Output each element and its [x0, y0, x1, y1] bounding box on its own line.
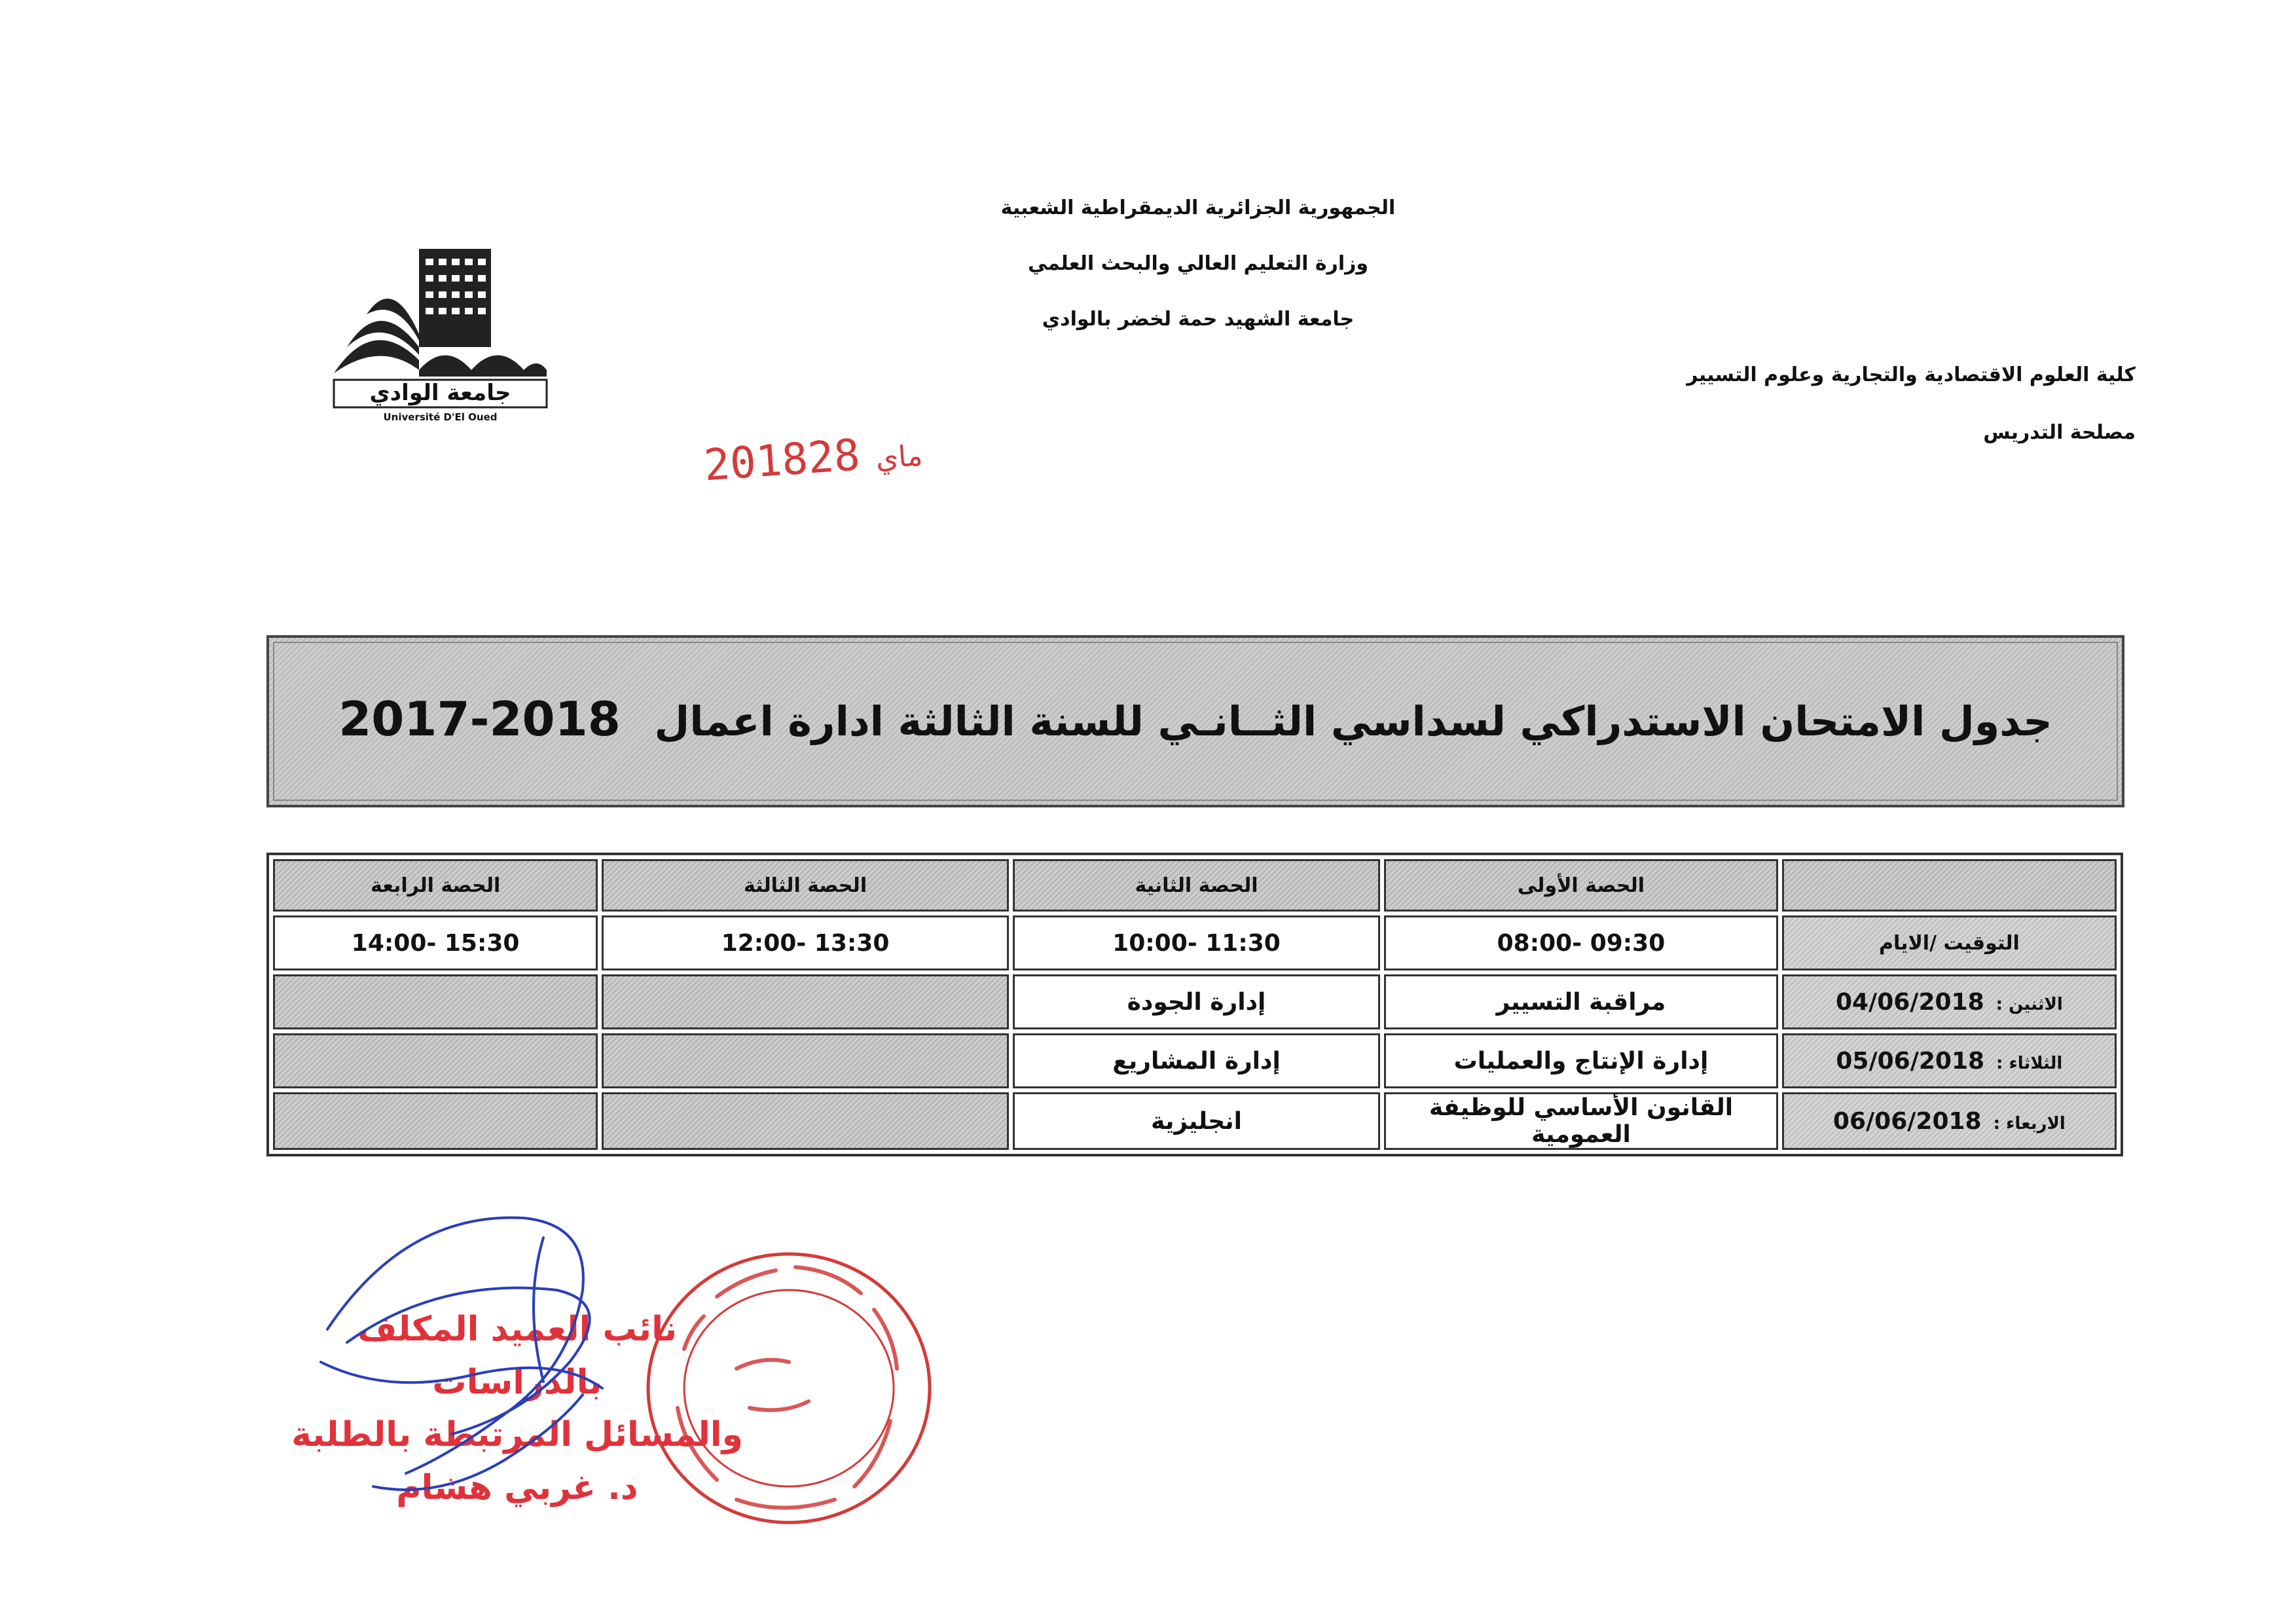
exam-cell: مراقبة التسيير: [1384, 974, 1778, 1029]
exam-cell: انجليزية: [1013, 1092, 1380, 1150]
signatory-title-line1: نائب العميد المكلف بالدراسات: [357, 1310, 678, 1402]
table-row: [273, 974, 2117, 1029]
day-cell: [1782, 1092, 2117, 1150]
empty-cell: [602, 974, 1009, 1029]
day-date: 04/06/2018: [1835, 988, 1984, 1016]
title-years: 2017-2018: [338, 692, 621, 747]
handwritten-signature: [308, 1198, 648, 1539]
time-slot: 14:00- 15:30: [273, 915, 598, 970]
day-name: الاثنين :: [1995, 994, 2063, 1014]
signature-graphic: [308, 1198, 648, 1539]
table-time-row: [273, 915, 2117, 970]
session-header: الحصة الثانية: [1013, 859, 1380, 912]
time-slot: 08:00- 09:30: [1384, 915, 1778, 970]
exam-cell: إدارة الجودة: [1013, 974, 1380, 1029]
date-stamp-month: ماي: [875, 439, 924, 476]
header-ministry: وزارة التعليم العالي والبحث العلمي: [1027, 252, 1369, 275]
day-name: الاربعاء :: [1993, 1113, 2066, 1134]
empty-cell: [602, 1033, 1009, 1088]
day-name: الثلاثاء :: [1996, 1053, 2063, 1073]
logo-latin-text: Université D'El Oued: [383, 411, 498, 423]
header-republic: الجمهورية الجزائرية الديمقراطية الشعبية: [1000, 196, 1396, 219]
date-stamp-day: 28: [806, 429, 862, 484]
day-date: 05/06/2018: [1836, 1047, 1985, 1075]
session-header: الحصة الأولى: [1384, 859, 1778, 912]
signatory-name: د. غربي هشام: [396, 1467, 638, 1507]
exam-cell: إدارة الإنتاج والعمليات: [1384, 1033, 1778, 1088]
university-logo: [321, 236, 556, 426]
empty-cell: [273, 1033, 598, 1088]
schedule-table: [266, 853, 2123, 1156]
faculty-name: كلية العلوم الاقتصادية والتجارية وعلوم التسيير: [1686, 363, 2136, 386]
table-header-row: [273, 859, 2117, 912]
day-cell: [1782, 1033, 2117, 1088]
date-stamp: [702, 424, 939, 491]
title-box: [266, 635, 2124, 807]
title-text: جدول الامتحان الاستدراكي لسداسي الثــانـي للسنة الثالثة ادارة اعمال: [654, 697, 2052, 745]
empty-cell: [273, 974, 598, 1029]
table-row: [273, 1033, 2117, 1088]
table-row: [273, 1092, 2117, 1150]
session-header: الحصة الثالثة: [602, 859, 1009, 912]
day-cell: [1782, 974, 2117, 1029]
time-label: التوقيت /الايام: [1782, 915, 2117, 970]
signatory-title-line2: والمسائل المرتبطة بالطلبة: [291, 1415, 743, 1455]
empty-cell: [602, 1092, 1009, 1150]
empty-cell: [273, 1092, 598, 1150]
page-title: [269, 692, 2122, 747]
service-name: مصلحة التدريس: [1983, 421, 2136, 444]
time-slot: 12:00- 13:30: [602, 915, 1009, 970]
day-date: 06/06/2018: [1832, 1107, 1982, 1135]
session-header: الحصة الرابعة: [273, 859, 598, 912]
logo-arabic-text: جامعة الوادي: [369, 380, 511, 406]
time-slot: 10:00- 11:30: [1013, 915, 1380, 970]
exam-cell: القانون الأساسي للوظيفة العمومية: [1384, 1092, 1778, 1150]
exam-cell: إدارة المشاريع: [1013, 1033, 1380, 1088]
corner-cell: [1782, 859, 2117, 912]
header-university: جامعة الشهيد حمة لخضر بالوادي: [1042, 308, 1355, 331]
date-stamp-year: 2018: [702, 433, 810, 491]
